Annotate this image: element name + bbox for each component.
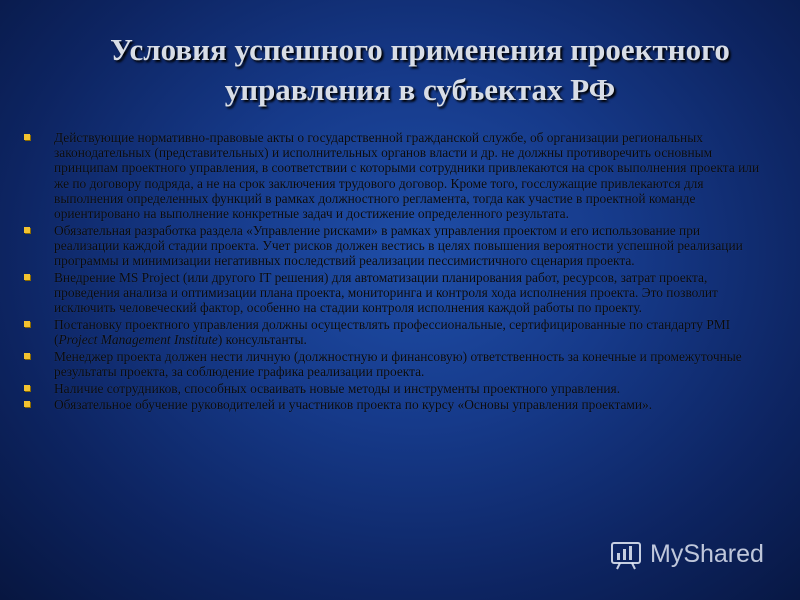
- myshared-watermark: [608, 536, 764, 572]
- square-bullet-icon: [24, 401, 30, 407]
- square-bullet-icon: [24, 134, 30, 140]
- bullet-item-training: [22, 397, 762, 412]
- watermark-text: MyShared: [650, 539, 764, 568]
- bullet-item-staff: [22, 381, 762, 396]
- bullet-list: [22, 130, 762, 414]
- bullet-text: Обязательное обучение руководителей и участников проекта по курсу «Основы управления проектами».: [54, 397, 653, 413]
- bullet-text-italic: Project Management Institute: [58, 332, 218, 348]
- bullet-text: Действующие нормативно-правовые акты о государственной гражданской службе, об организации региональных законодательных (представительных) и исполнительных органов власти и др. не должны противоречить основным принципам проектного управления, в соответствии с которыми сотрудники привлекаются на срок выполнения проекта или же по договору подряда, а не на срок заключения трудового договор. Кроме того, госслужащие привлекаются для выполнения определенных функций в рамках должностного регламента, тогда как участие в проектной команде ориентировано на выполнение конкретные задач и достижение определенного результата.: [54, 130, 760, 222]
- bullet-text-before: Постановку проектного управления должны осуществлять профессиональные, сертифицированные по стандарту PMI (: [54, 316, 731, 348]
- slide-title-line-2: управления в субъектах РФ: [224, 72, 616, 107]
- myshared-logo-icon: [608, 536, 644, 572]
- bullet-text: Менеджер проекта должен нести личную (должностную и финансовую) ответственность за конечные и промежуточные результаты проекта, за соблюдение графика реализации проекта.: [54, 348, 742, 380]
- bullet-item-legal-acts: [22, 130, 762, 221]
- bullet-item-ms-project: [22, 270, 762, 316]
- square-bullet-icon: [24, 385, 30, 391]
- bullet-item-manager-responsibility: [22, 349, 762, 379]
- bullet-text: Внедрение MS Project (или другого IT решения) для автоматизации планирования работ, ресурсов, затрат проекта, проведения анализа и оптимизации плана проекта, мониторинга и контроля хода исполнения проекта. Это позволит исключить человеческий фактор, особенно на стадии контроля исполнения каждой работы по проекту.: [54, 269, 718, 316]
- slide-title-line-1: Условия успешного применения проектного: [110, 32, 730, 67]
- square-bullet-icon: [24, 227, 30, 233]
- bullet-text: Обязательная разработка раздела «Управление рисками» в рамках управления проектом и его использование при реализации каждой стадии проекта. Учет рисков должен вестись в целях повышения вероятности успешной реализации программы и минимизации негативных последствий реализации пессимистичного сценария проекта.: [54, 222, 743, 269]
- square-bullet-icon: [24, 274, 30, 280]
- bullet-text: Наличие сотрудников, способных осваивать новые методы и инструменты проектного управления.: [54, 380, 621, 396]
- bullet-item-pmi-consultants: [22, 317, 762, 347]
- slide-title: [40, 30, 800, 110]
- square-bullet-icon: [24, 353, 30, 359]
- square-bullet-icon: [24, 321, 30, 327]
- bullet-text-after: ) консультанты.: [217, 332, 307, 348]
- bullet-item-risk-management: [22, 223, 762, 269]
